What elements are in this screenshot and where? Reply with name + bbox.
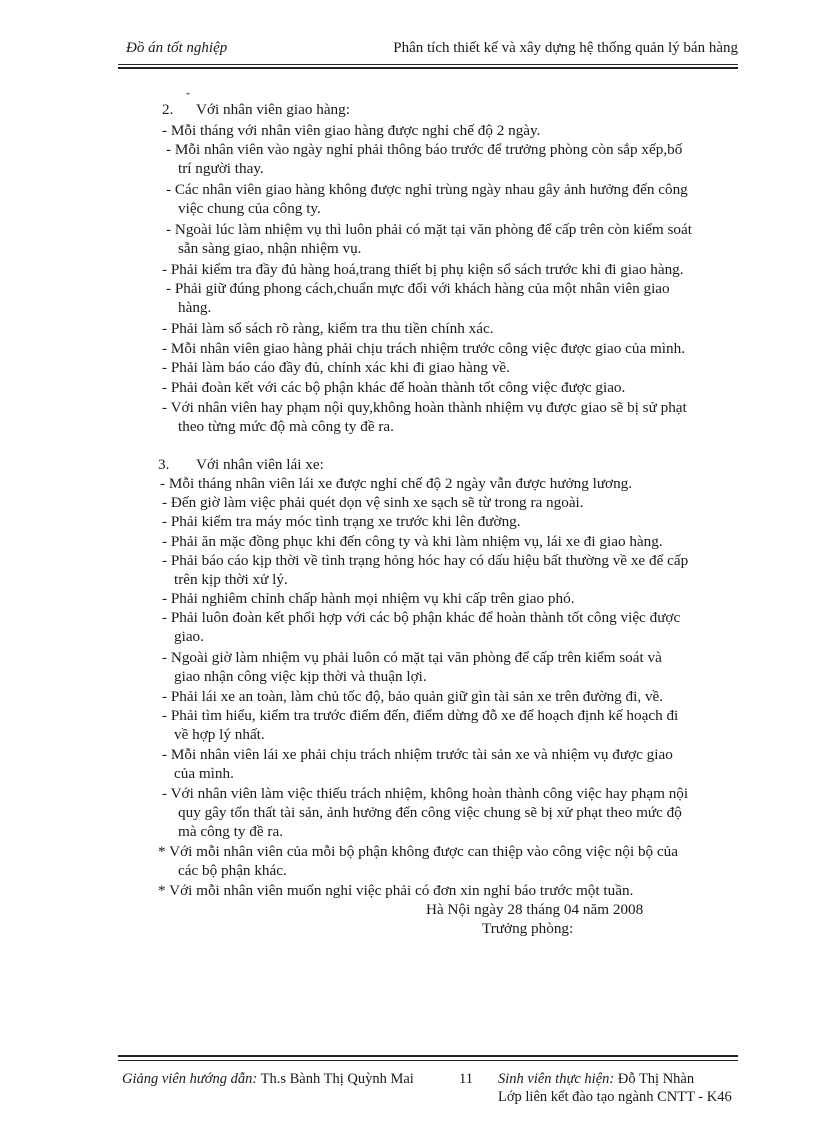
footer-rule	[118, 1060, 738, 1061]
section3-line: - Đến giờ làm việc phải quét dọn vệ sinh xe sạch sẽ từ trong ra ngoài.	[162, 494, 584, 511]
footer-rule-thick	[118, 1055, 738, 1057]
section3-line: - Ngoài giờ làm nhiệm vụ phải luôn có mặt tại văn phòng để cấp trên kiểm soát và	[162, 649, 662, 666]
section2-line: - Phải làm sổ sách rõ ràng, kiểm tra thu tiền chính xác.	[162, 320, 494, 337]
section3-line: - Phải lái xe an toàn, làm chủ tốc độ, bảo quản giữ gìn tài sản xe trên đường đi, về.	[162, 688, 664, 705]
section2-number: 2.	[162, 101, 174, 118]
stray-mark: ˇ	[186, 90, 190, 104]
section3-line: - Phải tìm hiểu, kiểm tra trước điểm đến, điểm dừng đỗ xe để hoạch định kế hoạch đi	[162, 707, 679, 724]
advisor-label: Giảng viên hướng dẫn:	[122, 1071, 258, 1087]
header-right: Phân tích thiết kế và xây dựng hệ thống quản lý bán hàng	[393, 40, 738, 56]
section3-line: giao nhận công việc kịp thời và thuận lợi.	[174, 668, 427, 685]
section3-line: - Phải nghiêm chỉnh chấp hành mọi nhiệm vụ khi cấp trên giao phó.	[162, 590, 575, 607]
advisor-name: Th.s Bành Thị Quỳnh Mai	[257, 1071, 414, 1087]
section2-line: - Các nhân viên giao hàng không được nghỉ trùng ngày nhau gây ảnh hưởng đến công	[166, 181, 688, 198]
section2-line: - Ngoài lúc làm nhiệm vụ thì luôn phải có mặt tại văn phòng để cấp trên còn kiểm soát	[166, 221, 692, 238]
footer-student	[498, 1070, 694, 1089]
note-line: * Với mỗi nhân viên của mỗi bộ phận không được can thiệp vào công việc nội bộ của	[158, 843, 679, 860]
section3-line: - Phải luôn đoàn kết phối hợp với các bộ phận khác để hoàn thành tốt công việc được	[162, 609, 681, 626]
section2-heading: Với nhân viên giao hàng:	[196, 101, 350, 118]
section3-line: về hợp lý nhất.	[174, 726, 265, 743]
section2-line: hàng.	[178, 299, 212, 316]
section3-heading: Với nhân viên lái xe:	[196, 456, 324, 473]
section2-line: - Phải đoàn kết với các bộ phận khác để hoàn thành tốt công việc được giao.	[162, 379, 626, 396]
header-left: Đồ án tốt nghiệp	[126, 40, 228, 56]
section3-line: - Với nhân viên làm việc thiếu trách nhiệm, không hoàn thành công việc hay phạm nội	[162, 785, 689, 802]
section3-line: giao.	[174, 628, 204, 645]
section2-line: - Mỗi nhân viên giao hàng phải chịu trách nhiệm trước công việc được giao của mình.	[162, 340, 686, 357]
note-line: các bộ phận khác.	[178, 862, 287, 879]
section2-line: theo từng mức độ mà công ty đề ra.	[178, 418, 394, 435]
student-name: Đỗ Thị Nhàn	[614, 1071, 695, 1087]
section3-line: - Phải kiểm tra máy móc tình trạng xe trước khi lên đường.	[162, 513, 521, 530]
signature-title: Trưởng phòng:	[482, 920, 574, 937]
footer-advisor	[122, 1070, 414, 1089]
section2-line: - Với nhân viên hay phạm nội quy,không hoàn thành nhiệm vụ được giao sẽ bị sử phạt	[162, 399, 687, 416]
section3-line: quy gây tổn thất tài sản, ảnh hưởng đến công việc chung sẽ bị xử phạt theo mức độ	[178, 804, 682, 821]
student-label: Sinh viên thực hiện:	[498, 1071, 615, 1087]
section2-line: - Phải giữ đúng phong cách,chuẩn mực đối với khách hàng của một nhân viên giao	[166, 280, 670, 297]
section2-line: - Mỗi tháng với nhân viên giao hàng được nghỉ chế độ 2 ngày.	[162, 122, 541, 139]
section2-line: việc chung của công ty.	[178, 200, 321, 217]
section3-line: - Phải ăn mặc đồng phục khi đến công ty và khi làm nhiệm vụ, lái xe đi giao hàng.	[162, 533, 663, 550]
section3-line: - Mỗi tháng nhân viên lái xe được nghỉ chế độ 2 ngày vẫn được hưởng lương.	[160, 475, 633, 492]
section2-line: - Phải làm báo cáo đầy đủ, chính xác khi đi giao hàng về.	[162, 359, 510, 376]
section2-line: sẵn sàng giao, nhận nhiệm vụ.	[178, 240, 362, 257]
section2-line: - Phải kiểm tra đầy đủ hàng hoá,trang thiết bị phụ kiện sổ sách trước khi đi giao hàng.	[162, 261, 684, 278]
section2-line: - Mỗi nhân viên vào ngày nghỉ phải thông báo trước để trưởng phòng còn sắp xếp,bố	[166, 141, 683, 158]
section3-line: mà công ty đề ra.	[178, 823, 284, 840]
section2-line: trí người thay.	[178, 160, 264, 177]
section3-line: trên kịp thời xử lý.	[174, 571, 288, 588]
note-line: * Với mỗi nhân viên muốn nghỉ việc phải có đơn xin nghỉ báo trước một tuần.	[158, 882, 634, 899]
section3-line: - Mỗi nhân viên lái xe phải chịu trách nhiệm trước tài sản xe và nhiệm vụ được giao	[162, 746, 673, 763]
signature-date: Hà Nội ngày 28 tháng 04 năm 2008	[426, 901, 644, 918]
page-number: 11	[459, 1071, 473, 1087]
section3-number: 3.	[158, 456, 170, 473]
section3-line: của mình.	[174, 765, 234, 782]
footer-class: Lớp liên kết đào tạo ngành CNTT - K46	[498, 1089, 732, 1105]
section3-line: - Phải báo cáo kịp thời về tình trạng hỏng hóc hay có dấu hiệu bất thường về xe để cấp	[162, 552, 689, 569]
